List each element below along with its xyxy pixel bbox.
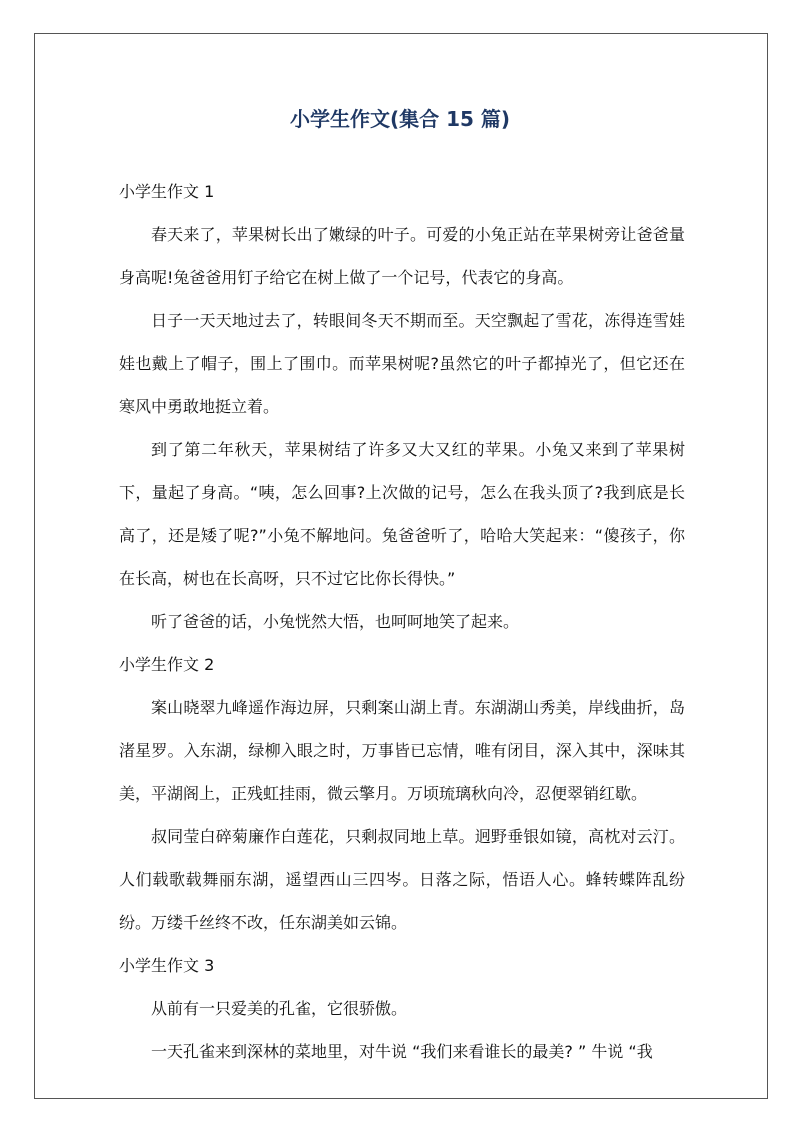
- paragraph: 叔同莹白碎菊廉作白莲花，只剩叔同地上草。迥野垂银如镜，高枕对云汀。人们载歌载舞丽东湖，遥望西山三四岑。日落之际，悟语人心。蜂转蝶阵乱纷纷。万缕千丝终不改，任东湖美如云锦。: [119, 827, 685, 932]
- paragraph: 一天孔雀来到深林的菜地里，对牛说 “我们来看谁长的最美? ” 牛说 “我: [151, 1042, 653, 1061]
- section-heading: 小学生作文 1: [119, 182, 215, 201]
- essay-section-1: [119, 170, 685, 643]
- essay-section-2: [119, 643, 685, 944]
- section-heading: 小学生作文 3: [119, 956, 215, 975]
- paragraph: 到了第二年秋天，苹果树结了许多又大又红的苹果。小兔又来到了苹果树下，量起了身高。“咦，怎么回事?上次做的记号，怎么在我头顶了?我到底是长高了，还是矮了呢?”小兔不解地问。兔爸爸听了，哈哈大笑起来：“傻孩子，你在长高，树也在长高呀，只不过它比你长得快。”: [119, 440, 685, 588]
- paragraph: 案山晓翠九峰遥作海边屏，只剩案山湖上青。东湖湖山秀美，岸线曲折，岛渚星罗。入东湖，绿柳入眼之时，万事皆已忘情，唯有闭目，深入其中，深味其美，平湖阁上，正残虹挂雨，微云擎月。万顷琉璃秋向冷，忍便翠销红歇。: [119, 698, 685, 803]
- essay-section-3: [119, 944, 685, 1073]
- section-heading: 小学生作文 2: [119, 655, 215, 674]
- document-body: [119, 170, 685, 1073]
- paragraph: 春天来了，苹果树长出了嫩绿的叶子。可爱的小兔正站在苹果树旁让爸爸量身高呢!兔爸爸用钉子给它在树上做了一个记号，代表它的身高。: [119, 225, 685, 287]
- paragraph: 从前有一只爱美的孔雀，它很骄傲。: [151, 999, 408, 1018]
- document-title: 小学生作文(集合 15 篇): [289, 107, 511, 131]
- paragraph: 听了爸爸的话，小兔恍然大悟，也呵呵地笑了起来。: [151, 612, 520, 631]
- paragraph: 日子一天天地过去了，转眼间冬天不期而至。天空飘起了雪花，冻得连雪娃娃也戴上了帽子，围上了围巾。而苹果树呢?虽然它的叶子都掉光了，但它还在寒风中勇敢地挺立着。: [119, 311, 685, 416]
